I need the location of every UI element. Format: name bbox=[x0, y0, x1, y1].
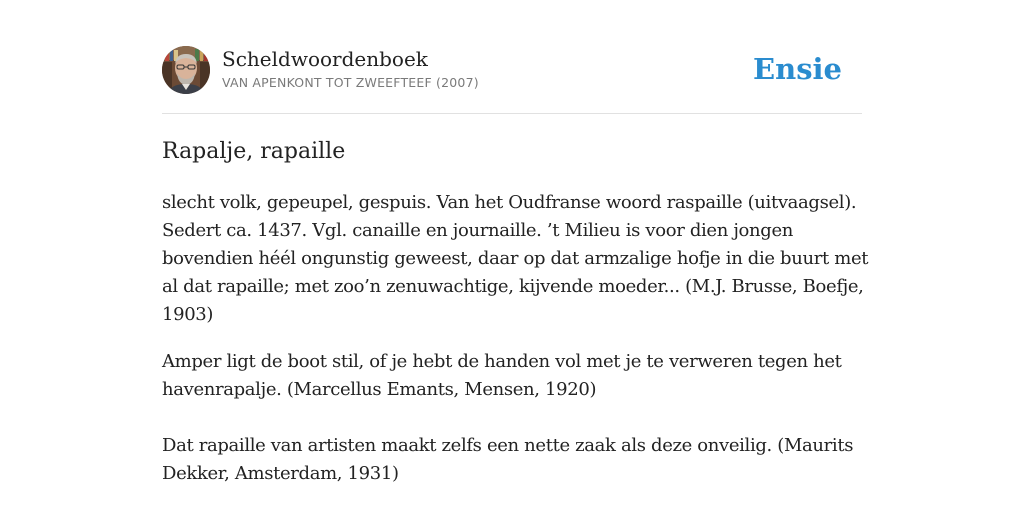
ensie-logo[interactable]: Ensie bbox=[753, 52, 842, 86]
entry-content bbox=[162, 136, 869, 488]
paragraph-line: 1903) bbox=[162, 304, 214, 325]
header-divider bbox=[162, 113, 862, 114]
paragraph-line: havenrapalje. (Marcellus Emants, Mensen, 1920) bbox=[162, 379, 597, 400]
entry-paragraph-quote-emants bbox=[162, 348, 862, 404]
paragraph-line: al dat rapaille; met zoo’n zenuwachtige, kijvende moeder... (M.J. Brusse, Boefje, bbox=[162, 276, 864, 297]
paragraph-line: bovendien héél ongunstig geweest, daar op dat armzalige hofje in die buurt met bbox=[162, 248, 869, 269]
paragraph-line: slecht volk, gepeupel, gespuis. Van het Oudfranse woord raspaille (uitvaagsel). bbox=[162, 192, 857, 213]
author-avatar[interactable] bbox=[162, 46, 210, 94]
entry-paragraph-quote-dekker bbox=[162, 432, 862, 488]
book-subtitle: VAN APENKONT TOT ZWEEFTEEF (2007) bbox=[222, 75, 479, 90]
paragraph-line: Dekker, Amsterdam, 1931) bbox=[162, 463, 399, 484]
paragraph-line: Sedert ca. 1437. Vgl. canaille en journaille. ’t Milieu is voor dien jongen bbox=[162, 220, 794, 241]
paragraph-line: Amper ligt de boot stil, of je hebt de handen vol met je te verweren tegen het bbox=[162, 351, 842, 372]
header bbox=[162, 46, 862, 96]
book-title[interactable]: Scheldwoordenboek bbox=[222, 47, 428, 71]
entry-paragraph-definition bbox=[162, 189, 869, 329]
paragraph-line: Dat rapaille van artisten maakt zelfs een nette zaak als deze onveilig. (Maurits bbox=[162, 435, 854, 456]
entry-title: Rapalje, rapaille bbox=[162, 139, 346, 164]
author-portrait-icon bbox=[162, 46, 210, 94]
